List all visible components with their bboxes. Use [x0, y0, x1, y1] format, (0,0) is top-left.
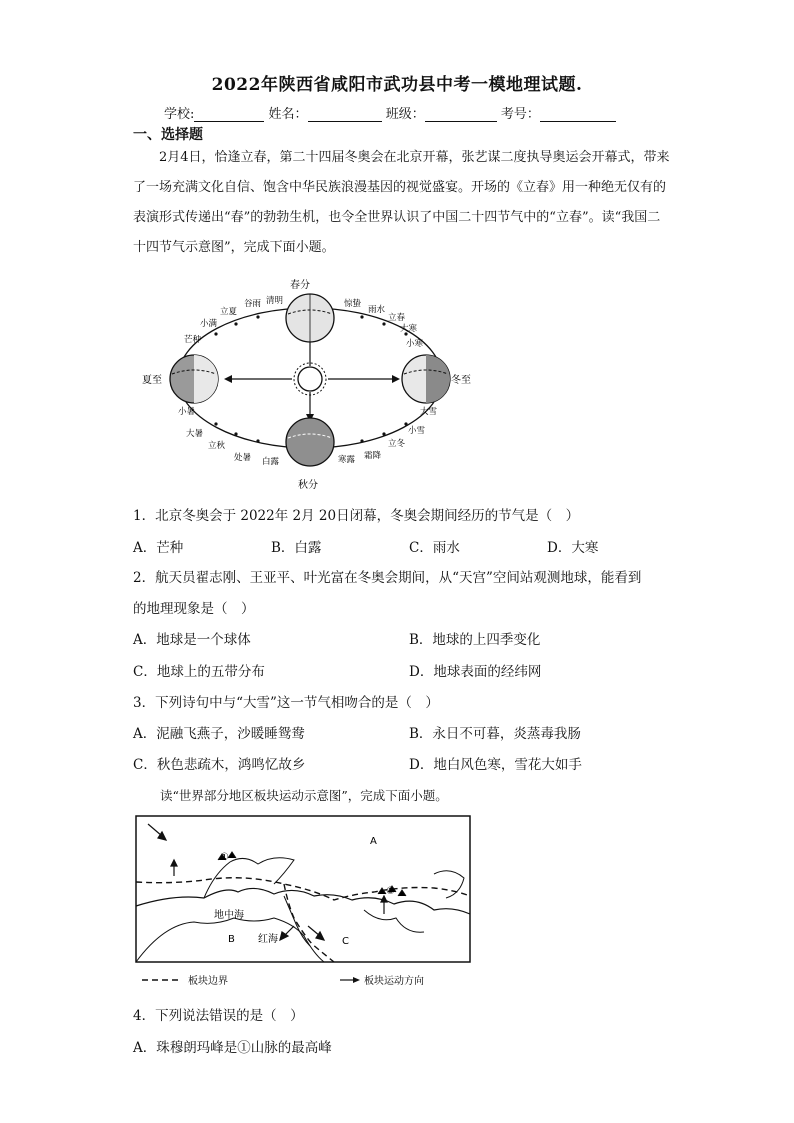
intro-paragraph: 2月4日，恰逢立春，第二十四届冬奥会在北京开幕，张艺谋二度执导奥运会开幕式，带来了一场充满文化自信、饱含中华民族浪漫基因的视觉盛宴。开场的《立春》用一种绝无仅有的表演形式传递出“春”的勃勃生机，也令全世界认识了中国二十四节气中的“立春”。读“我国二十四节气示意图”，完成下面小题。	[133, 150, 670, 255]
svg-text:清明: 清明	[266, 296, 284, 306]
earth-spring-icon	[286, 294, 334, 342]
class-blank[interactable]	[425, 107, 497, 122]
earth-summer-icon	[170, 355, 218, 403]
svg-text:芒种: 芒种	[184, 335, 202, 345]
plate-label-a: A	[370, 836, 377, 847]
q1-option-c[interactable]: C．雨水	[409, 540, 460, 556]
earth-winter-icon	[402, 355, 450, 403]
q3-option-d[interactable]: D．地白风色寒，雪花大如手	[409, 757, 582, 773]
name-blank[interactable]	[308, 107, 382, 122]
sun-icon	[294, 363, 326, 395]
label-summer-solstice: 夏至	[142, 375, 162, 386]
q2-option-a[interactable]: A．地球是一个球体	[133, 632, 251, 648]
svg-text:大雪: 大雪	[420, 407, 438, 417]
question-2-stem-line2: 的地理现象是（ ）	[133, 601, 255, 617]
question-3-stem: 3．下列诗句中与“大雪”这一节气相吻合的是（ ）	[133, 695, 439, 711]
label-autumn-equinox: 秋分	[298, 480, 318, 491]
label-winter-solstice: 冬至	[451, 375, 471, 386]
svg-text:小雪: 小雪	[408, 426, 426, 436]
svg-text:大暑: 大暑	[186, 429, 204, 439]
q1-option-a[interactable]: A．芒种	[133, 540, 184, 556]
mark-2: ②	[386, 886, 395, 897]
q2-option-b[interactable]: B．地球的上四季变化	[409, 632, 541, 648]
question-4-stem: 4．下列说法错误的是（ ）	[133, 1008, 304, 1024]
svg-text:处暑: 处暑	[234, 453, 252, 463]
svg-text:立秋: 立秋	[208, 441, 226, 451]
svg-text:雨水: 雨水	[368, 305, 386, 315]
svg-text:谷雨: 谷雨	[244, 299, 262, 309]
q3-option-b[interactable]: B．永日不可暮，炎蒸毒我肠	[409, 726, 581, 742]
section-heading: 一、选择题	[133, 127, 203, 143]
plate-movement-map	[134, 814, 474, 994]
solar-terms-diagram	[138, 276, 471, 492]
q3-option-c[interactable]: C．秋色悲疏木，鸿鸣忆故乡	[133, 757, 306, 773]
q2-option-d[interactable]: D．地球表面的经纬网	[409, 664, 542, 680]
class-label: 班级：	[385, 107, 425, 122]
svg-text:小暑: 小暑	[178, 407, 196, 417]
question-2-stem-line1: 2．航天员翟志刚、王亚平、叶光富在冬奥会期间，从“天宫”空间站观测地球，能看到	[133, 570, 642, 586]
q2-option-c[interactable]: C．地球上的五带分布	[133, 664, 265, 680]
svg-text:大寒: 大寒	[400, 324, 418, 334]
legend-boundary-label: 板块边界	[188, 976, 228, 987]
legend-motion-label: 板块运动方向	[364, 976, 424, 987]
plate-label-c: C	[342, 936, 349, 947]
svg-text:立夏: 立夏	[220, 307, 238, 317]
svg-text:立春: 立春	[388, 313, 406, 323]
red-sea-label: 红海	[258, 934, 278, 945]
name-label: 姓名：	[268, 107, 308, 122]
mediterranean-label: 地中海	[214, 910, 244, 921]
school-label: 学校:	[164, 107, 195, 122]
label-spring-equinox: 春分	[290, 280, 310, 291]
question-1-stem: 1．北京冬奥会于 2022年 2月 20日闭幕，冬奥会期间经历的节气是（ ）	[133, 508, 580, 524]
q1-option-d[interactable]: D．大寒	[547, 540, 599, 556]
plate-label-b: B	[228, 934, 235, 945]
school-blank[interactable]	[194, 107, 264, 122]
q3-option-a[interactable]: A．泥融飞燕子，沙暖睡鸳鸯	[133, 726, 305, 742]
q4-option-a[interactable]: A．珠穆朗玛峰是①山脉的最高峰	[133, 1040, 332, 1056]
svg-text:小寒: 小寒	[406, 339, 424, 349]
q1-option-b[interactable]: B．白露	[271, 540, 322, 556]
svg-text:寒露: 寒露	[338, 455, 356, 465]
svg-text:小满: 小满	[200, 319, 218, 329]
number-blank[interactable]	[540, 107, 616, 122]
mark-1: ①	[220, 852, 229, 863]
page-title: 2022年陕西省咸阳市武功县中考一模地理试题.	[211, 75, 583, 95]
earth-autumn-icon	[286, 418, 334, 466]
student-info-line	[164, 103, 616, 122]
svg-text:惊蛰: 惊蛰	[344, 299, 362, 309]
svg-text:霜降: 霜降	[364, 451, 382, 461]
map-intro: 读“世界部分地区板块运动示意图”，完成下面小题。	[160, 788, 448, 803]
number-label: 考号：	[500, 107, 540, 122]
svg-text:白露: 白露	[262, 457, 280, 467]
svg-text:立冬: 立冬	[388, 439, 406, 449]
